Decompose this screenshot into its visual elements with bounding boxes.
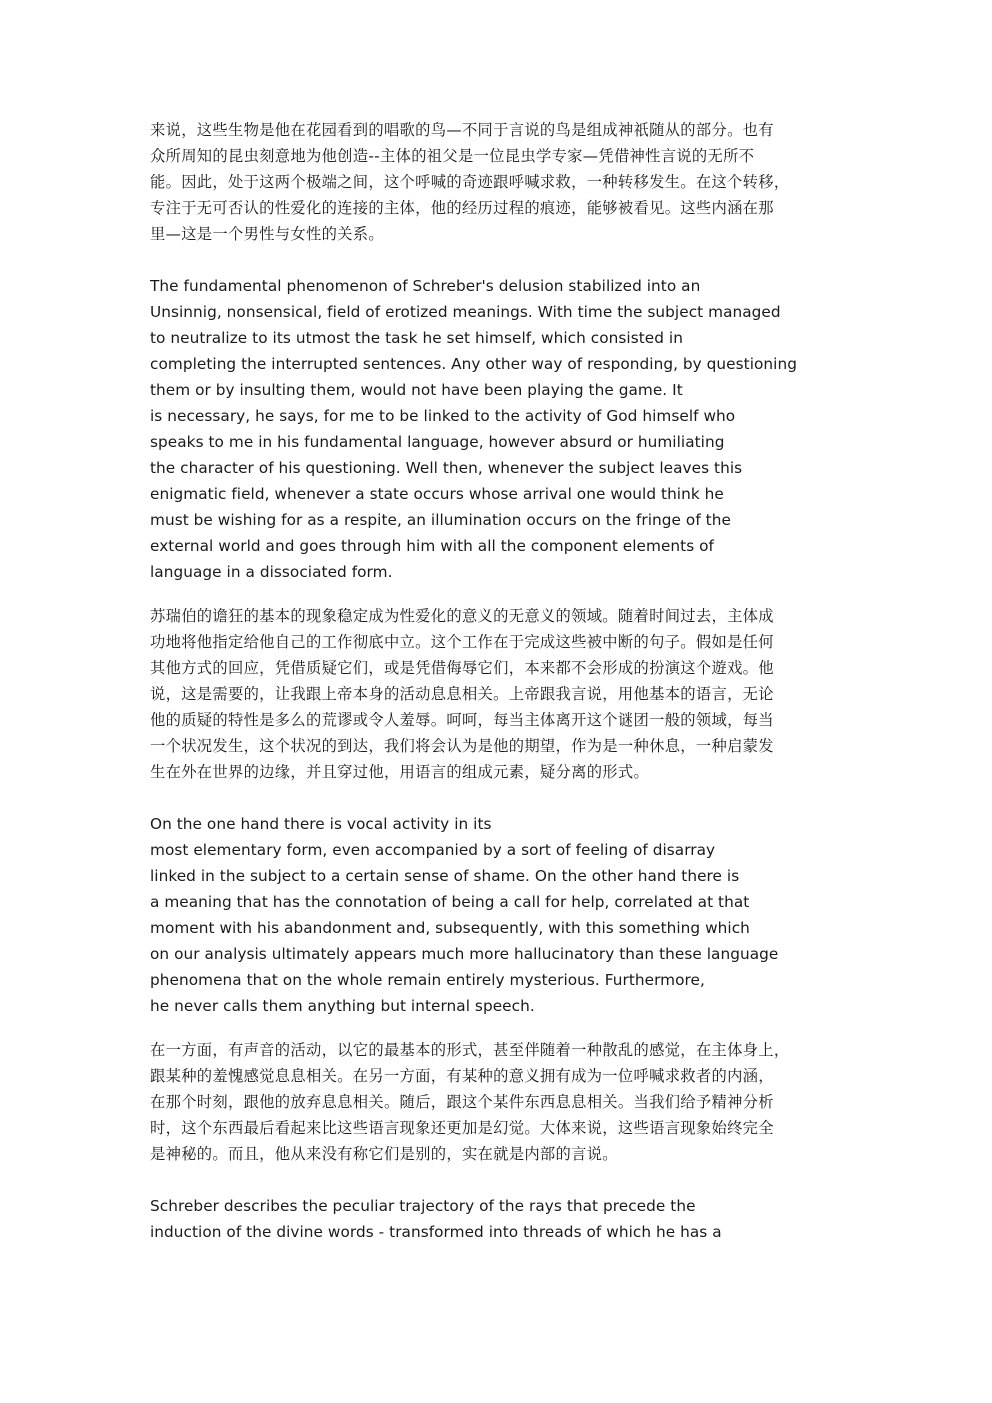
- text-line: completing the interrupted sentences. Any other way of responding, by questioning: [150, 355, 797, 373]
- text-line: 一个状况发生，这个状况的到达，我们将会认为是他的期望，作为是一种休息，一种启蒙发: [150, 737, 774, 755]
- text-line: The fundamental phenomenon of Schreber's delusion stabilized into an: [150, 277, 701, 295]
- text-line: 众所周知的昆虫刻意地为他创造--主体的祖父是一位昆虫学专家—凭借神性言说的无所不: [150, 147, 755, 165]
- text-line: 在那个时刻，跟他的放弃息息相关。随后，跟这个某件东西息息相关。当我们给予精神分析: [150, 1093, 774, 1111]
- text-line: 他的质疑的特性是多么的荒谬或令人羞辱。呵呵，每当主体离开这个谜团一般的领域，每当: [150, 711, 774, 729]
- text-line: enigmatic field, whenever a state occurs whose arrival one would think he: [150, 485, 724, 503]
- text-line: the character of his questioning. Well then, whenever the subject leaves this: [150, 459, 743, 477]
- paragraph-zh-3: [150, 1037, 850, 1167]
- text-line: speaks to me in his fundamental language, however absurd or humiliating: [150, 433, 725, 451]
- text-line: 跟某种的羞愧感觉息息相关。在另一方面，有某种的意义拥有成为一位呼喊求救者的内涵，: [150, 1067, 774, 1085]
- text-line: On the one hand there is vocal activity in its: [150, 815, 492, 833]
- text-line: 时，这个东西最后看起来比这些语言现象还更加是幻觉。大体来说，这些语言现象始终完全: [150, 1119, 774, 1137]
- text-line: 说，这是需要的，让我跟上帝本身的活动息息相关。上帝跟我言说，用他基本的语言，无论: [150, 685, 774, 703]
- paragraph-en-3: [150, 1193, 850, 1245]
- text-line: phenomena that on the whole remain entirely mysterious. Furthermore,: [150, 971, 705, 989]
- text-line: 里—这是一个男性与女性的关系。: [150, 225, 384, 243]
- text-line: language in a dissociated form.: [150, 563, 393, 581]
- text-line: 是神秘的。而且，他从来没有称它们是别的，实在就是内部的言说。: [150, 1145, 618, 1163]
- text-line: 其他方式的回应，凭借质疑它们，或是凭借侮辱它们，本来都不会形成的扮演这个遊戏。他: [150, 659, 774, 677]
- text-line: must be wishing for as a respite, an illumination occurs on the fringe of the: [150, 511, 731, 529]
- paragraph-en-2: [150, 811, 850, 1019]
- text-line: them or by insulting them, would not have been playing the game. It: [150, 381, 683, 399]
- text-line: 功地将他指定给他自己的工作彻底中立。这个工作在于完成这些被中断的句子。假如是任何: [150, 633, 774, 651]
- text-line: to neutralize to its utmost the task he set himself, which consisted in: [150, 329, 683, 347]
- text-line: moment with his abandonment and, subsequently, with this something which: [150, 919, 750, 937]
- text-line: 生在外在世界的边缘，并且穿过他，用语言的组成元素，疑分离的形式。: [150, 763, 650, 781]
- text-line: induction of the divine words - transformed into threads of which he has a: [150, 1223, 722, 1241]
- text-line: on our analysis ultimately appears much more hallucinatory than these language: [150, 945, 779, 963]
- text-line: Schreber describes the peculiar trajectory of the rays that precede the: [150, 1197, 696, 1215]
- text-line: 来说，这些生物是他在花园看到的唱歌的鸟—不同于言说的鸟是组成神祇随从的部分。也有: [150, 121, 774, 139]
- document-page: [150, 117, 850, 1245]
- text-line: external world and goes through him with all the component elements of: [150, 537, 714, 555]
- text-line: is necessary, he says, for me to be linked to the activity of God himself who: [150, 407, 736, 425]
- paragraph-zh-1: [150, 117, 850, 247]
- text-line: Unsinnig, nonsensical, field of erotized meanings. With time the subject managed: [150, 303, 781, 321]
- text-line: most elementary form, even accompanied by a sort of feeling of disarray: [150, 841, 716, 859]
- text-line: he never calls them anything but internal speech.: [150, 997, 535, 1015]
- paragraph-zh-2: [150, 603, 850, 785]
- text-line: 在一方面，有声音的活动，以它的最基本的形式，甚至伴随着一种散乱的感觉，在主体身上，: [150, 1041, 790, 1059]
- text-line: linked in the subject to a certain sense of shame. On the other hand there is: [150, 867, 740, 885]
- text-line: a meaning that has the connotation of being a call for help, correlated at that: [150, 893, 750, 911]
- text-line: 专注于无可否认的性爱化的连接的主体，他的经历过程的痕迹，能够被看见。这些内涵在那: [150, 199, 774, 217]
- text-line: 苏瑞伯的谵狂的基本的现象稳定成为性爱化的意义的无意义的领域。随着时间过去，主体成: [150, 607, 774, 625]
- text-line: 能。因此，处于这两个极端之间，这个呼喊的奇迹跟呼喊求救，一种转移发生。在这个转移，: [150, 173, 790, 191]
- paragraph-en-1: [150, 273, 850, 585]
